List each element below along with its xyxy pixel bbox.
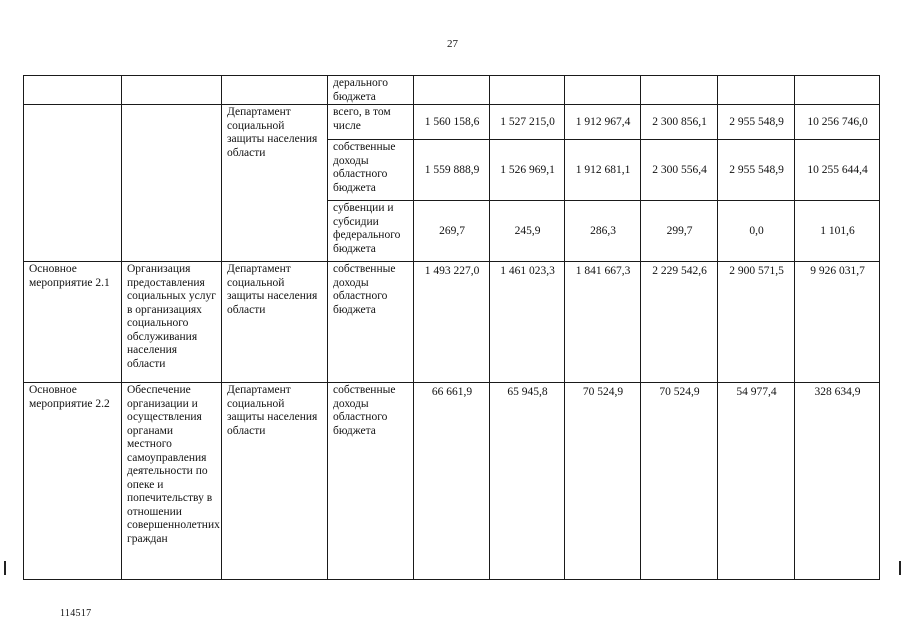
cell-empty bbox=[24, 76, 122, 105]
value-cell: 2 955 548,9 bbox=[718, 140, 795, 201]
value-cell: 1 527 215,0 bbox=[490, 105, 565, 140]
cell-empty bbox=[222, 76, 328, 105]
executor-cell: Департамент социальной защиты населения области bbox=[222, 262, 328, 383]
value-cell: 1 493 227,0 bbox=[414, 262, 490, 383]
value-cell: 2 300 856,1 bbox=[641, 105, 718, 140]
value-cell: 1 560 158,6 bbox=[414, 105, 490, 140]
value-cell: 1 912 681,1 bbox=[565, 140, 641, 201]
value-cell: 269,7 bbox=[414, 201, 490, 262]
value-cell: 0,0 bbox=[718, 201, 795, 262]
scan-edge-mark-left bbox=[4, 561, 6, 575]
value-cell: 66 661,9 bbox=[414, 383, 490, 580]
cell-empty bbox=[24, 105, 122, 262]
value-cell: 1 101,6 bbox=[795, 201, 880, 262]
value-cell: 9 926 031,7 bbox=[795, 262, 880, 383]
page-number: 27 bbox=[447, 38, 458, 50]
value-cell: 286,3 bbox=[565, 201, 641, 262]
executor-cell: Департамент социальной защиты населения области bbox=[222, 383, 328, 580]
value-cell bbox=[490, 76, 565, 105]
value-cell: 2 300 556,4 bbox=[641, 140, 718, 201]
source-cell: субвенции и субсидии федерального бюджета bbox=[328, 201, 414, 262]
value-cell: 245,9 bbox=[490, 201, 565, 262]
value-cell: 1 912 967,4 bbox=[565, 105, 641, 140]
scan-edge-mark-right bbox=[899, 561, 901, 575]
value-cell bbox=[565, 76, 641, 105]
value-cell: 328 634,9 bbox=[795, 383, 880, 580]
table-row bbox=[24, 76, 880, 105]
measure-code-cell: Основное мероприятие 2.1 bbox=[24, 262, 122, 383]
document-code: 114517 bbox=[60, 608, 92, 619]
value-cell: 2 955 548,9 bbox=[718, 105, 795, 140]
source-cell: собственные доходы областного бюджета bbox=[328, 140, 414, 201]
budget-table bbox=[23, 75, 880, 580]
value-cell: 2 900 571,5 bbox=[718, 262, 795, 383]
measure-name-cell: Организация предоставления социальных услуг в организациях социального обслуживания населения области bbox=[122, 262, 222, 383]
value-cell: 2 229 542,6 bbox=[641, 262, 718, 383]
source-cell: дерального бюджета bbox=[328, 76, 414, 105]
value-cell: 1 841 667,3 bbox=[565, 262, 641, 383]
source-cell: собственные доходы областного бюджета bbox=[328, 262, 414, 383]
cell-empty bbox=[122, 76, 222, 105]
measure-name-cell: Обеспечение организации и осуществления органами местного самоуправления деятельности по опеке и попечительству в отношении совершеннолетних граждан bbox=[122, 383, 222, 580]
value-cell bbox=[718, 76, 795, 105]
value-cell: 54 977,4 bbox=[718, 383, 795, 580]
executor-cell: Департамент социальной защиты населения области bbox=[222, 105, 328, 262]
value-cell: 299,7 bbox=[641, 201, 718, 262]
value-cell: 1 526 969,1 bbox=[490, 140, 565, 201]
value-cell bbox=[795, 76, 880, 105]
source-cell: всего, в том числе bbox=[328, 105, 414, 140]
value-cell: 10 256 746,0 bbox=[795, 105, 880, 140]
table-row bbox=[24, 105, 880, 140]
source-cell: собственные доходы областного бюджета bbox=[328, 383, 414, 580]
value-cell: 70 524,9 bbox=[641, 383, 718, 580]
table-row bbox=[24, 383, 880, 580]
value-cell: 65 945,8 bbox=[490, 383, 565, 580]
value-cell: 1 559 888,9 bbox=[414, 140, 490, 201]
value-cell bbox=[414, 76, 490, 105]
value-cell: 10 255 644,4 bbox=[795, 140, 880, 201]
value-cell: 1 461 023,3 bbox=[490, 262, 565, 383]
cell-empty bbox=[122, 105, 222, 262]
value-cell: 70 524,9 bbox=[565, 383, 641, 580]
measure-code-cell: Основное мероприятие 2.2 bbox=[24, 383, 122, 580]
value-cell bbox=[641, 76, 718, 105]
table-row bbox=[24, 262, 880, 383]
